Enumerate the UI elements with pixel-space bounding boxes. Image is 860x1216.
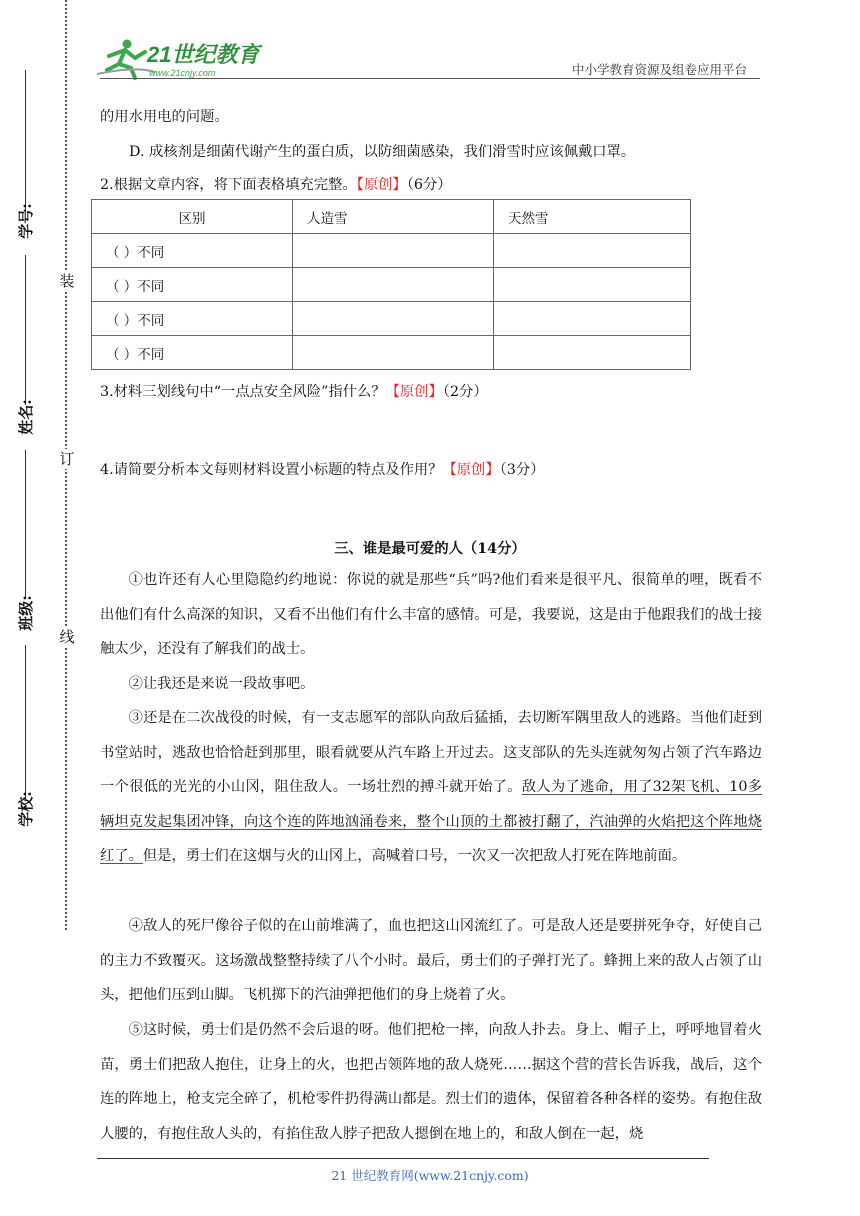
svg-text:21世纪教育: 21世纪教育: [147, 42, 260, 67]
table-cell: （ ）不同: [92, 268, 293, 302]
table-cell-blank[interactable]: [293, 336, 494, 370]
school-label: 学校:: [16, 791, 35, 827]
table-row: [92, 234, 691, 268]
table-cell-blank[interactable]: [494, 336, 691, 370]
table-header-row: [92, 200, 691, 234]
table-cell-blank[interactable]: [494, 302, 691, 336]
table-cell: （ ）不同: [92, 336, 293, 370]
header-rule: [100, 78, 760, 79]
table-header-cell: 天然雪: [494, 200, 691, 234]
table-cell-blank[interactable]: [293, 234, 494, 268]
question-4: 4.请简要分析本文每则材料设置小标题的特点及作用？【原创】（3分）: [100, 462, 545, 478]
header-platform-text: 中小学教育资源及组卷应用平台: [572, 62, 748, 77]
paragraph-4: ④敌人的死尸像谷子似的在山前堆满了，血也把这山冈流红了。可是敌人还是要拼死争夺，好使自己的主力不致覆灭。这场激战整整持续了八个小时。最后，勇士们的子弹打光了。蜂拥上来的敌人占领了山头，把他们压到山脚。飞机掷下的汽油弹把他们的身上烧着了火。: [100, 918, 762, 1003]
svg-text:www.21cnjy.com: www.21cnjy.com: [149, 68, 216, 78]
paragraph-1: ①也许还有人心里隐隐约约地说：你说的就是那些“兵”吗?他们看来是很平凡、很简单的哩，既看不出他们有什么高深的知识，又看不出他们有什么丰富的感情。可是，我要说，这是由于他跟我们的战士接触太少，还没有了解我们的战士。: [100, 572, 762, 657]
comparison-table: [91, 199, 691, 370]
table-cell-blank[interactable]: [494, 234, 691, 268]
table-row: [92, 268, 691, 302]
runner-logo-icon: [95, 36, 265, 80]
table-row: [92, 302, 691, 336]
student-id-line: [25, 70, 26, 212]
class-line: [25, 450, 26, 598]
table-cell: （ ）不同: [92, 302, 293, 336]
site-logo: [95, 36, 265, 80]
original-tag: 【原创】: [442, 462, 500, 478]
footer-rule: [97, 1158, 709, 1159]
paragraph-5: ⑤这时候，勇士们是仍然不会后退的呀。他们把枪一摔，向敌人扑去。身上、帽子上，呼呼地冒着火苗，勇士们把敌人抱住，让身上的火，也把占领阵地的敌人烧死……据这个营的营长告诉我，战后，这个连的阵地上，枪支完全碎了，机枪零件扔得满山都是。烈士们的遗体，保留着各种各样的姿势。有抱住敌人腰的，有抱住敌人头的，有掐住敌人脖子把敌人摁倒在地上的，和敌人倒在一起，烧: [100, 1022, 762, 1142]
table-cell-blank[interactable]: [293, 268, 494, 302]
name-label: 姓名:: [16, 399, 35, 435]
table-row: [92, 336, 691, 370]
section-title: 三、谁是最可爱的人（14分）: [334, 541, 526, 557]
table-header-cell: 人造雪: [293, 200, 494, 234]
student-id-label: 学号:: [16, 203, 35, 239]
footer-link[interactable]: 21 世纪教育网(www.21cnjy.com): [331, 1168, 529, 1183]
paragraph-2: ②让我还是来说一段故事吧。: [128, 676, 315, 692]
table-cell-blank[interactable]: [494, 268, 691, 302]
binding-char-ding: 订: [59, 450, 75, 468]
table-header-cell: 区别: [92, 200, 293, 234]
option-d: D. 成核剂是细菌代谢产生的蛋白质，以防细菌感染，我们滑雪时应该佩戴口罩。: [129, 144, 636, 160]
question-3: 3.材料三划线句中“一点点安全风险”指什么？【原创】（2分）: [100, 384, 488, 400]
school-line: [25, 645, 26, 797]
paragraph-3: ③还是在二次战役的时候，有一支志愿军的部队向敌后猛插，去切断军隅里敌人的逃路。当他们赶到书堂站时，逃敌也恰恰赶到那里，眼看就要从汽车路上开过去。这支部队的先头连就匆匆占领了汽车路边一个很低的光光的小山冈，阻住敌人。一场壮烈的搏斗就开始了。敌人为了逃命，用了32架飞机、10多辆坦克发起集团冲锋，向这个连的阵地汹涌卷来，整个山顶的土都被打翻了，汽油弹的火焰把这个阵地烧红了。但是，勇士们在这烟与火的山冈上，高喊着口号，一次又一次把敌人打死在阵地前面。: [100, 710, 763, 864]
intro-line: 的用水用电的问题。: [100, 109, 229, 125]
original-tag: 【原创】: [385, 384, 443, 400]
table-cell: （ ）不同: [92, 234, 293, 268]
underlined-sentence: 敌人为了逃命，用了32架飞机、10多辆坦克发起集团冲锋，向这个连的阵地汹涌卷来，整个山顶的土都被打翻了，汽油弹的火焰把这个阵地烧红了。: [100, 779, 763, 864]
class-label: 班级:: [16, 595, 35, 631]
question-2: 2.根据文章内容，将下面表格填充完整。【原创】（6分）: [100, 177, 452, 193]
binding-char-xian: 线: [59, 628, 75, 646]
name-line: [25, 255, 26, 405]
original-tag: 【原创】: [356, 177, 407, 193]
table-cell-blank[interactable]: [293, 302, 494, 336]
binding-char-zhuang: 装: [59, 272, 75, 290]
